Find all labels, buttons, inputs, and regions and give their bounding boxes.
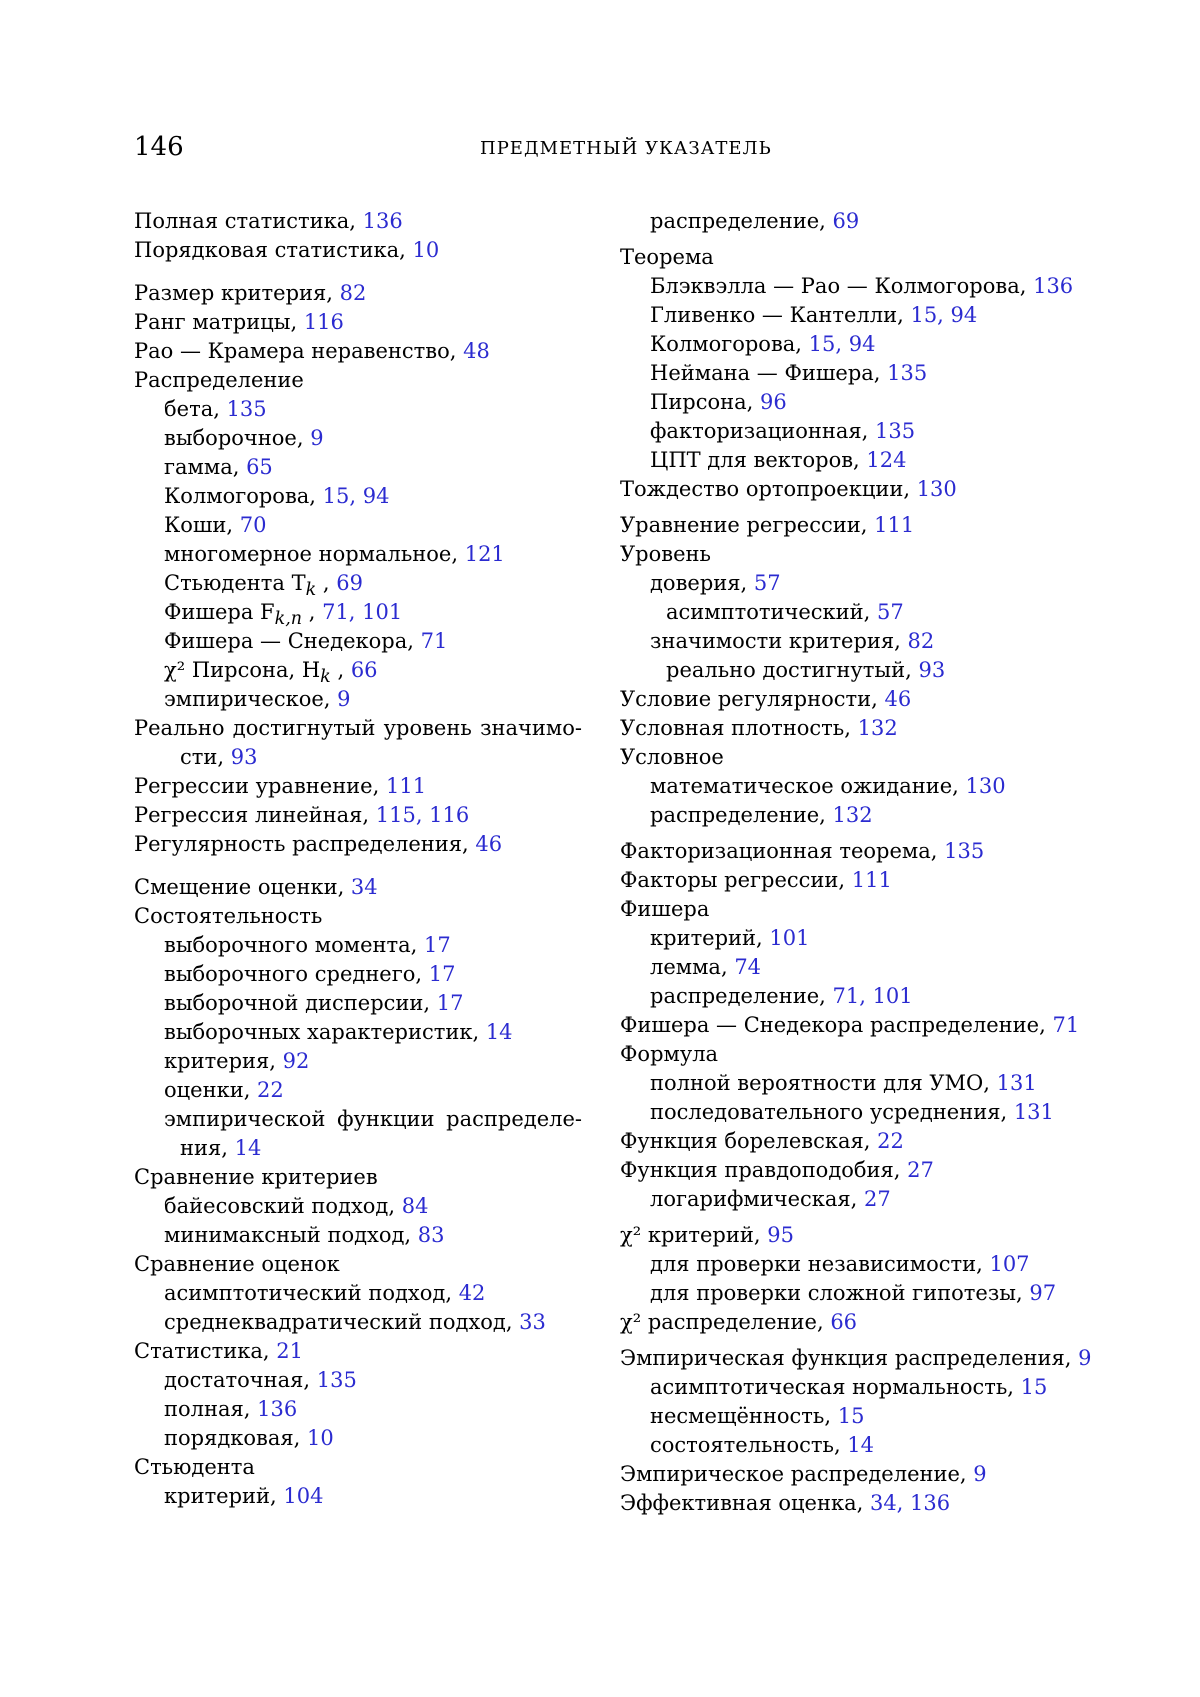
index-term-suffix: , xyxy=(316,571,337,595)
running-head: ПРЕДМЕТНЫЙ УКАЗАТЕЛЬ xyxy=(480,138,772,159)
index-term: оценки, xyxy=(164,1078,258,1102)
index-entry xyxy=(164,395,267,424)
index-term: полной вероятности для УМО, xyxy=(650,1071,997,1095)
index-entry xyxy=(134,801,469,830)
index-entry xyxy=(164,1076,284,1105)
index-entry xyxy=(620,1127,904,1156)
index-term: байесовский подход, xyxy=(164,1194,402,1218)
page-reference-link[interactable]: 71 xyxy=(420,629,448,653)
index-entry xyxy=(620,1011,1079,1040)
page-reference-link[interactable]: 15 xyxy=(837,1404,865,1428)
index-term: Формула xyxy=(620,1042,719,1066)
page-reference-link[interactable]: 57 xyxy=(753,571,781,595)
index-term: Статистика, xyxy=(134,1339,277,1363)
index-entry xyxy=(164,511,267,540)
page-reference-link[interactable]: 48 xyxy=(463,339,490,363)
page-reference-link[interactable]: 135 xyxy=(316,1368,357,1392)
page-reference-link[interactable]: 69 xyxy=(336,571,363,595)
page-reference-link[interactable]: 66 xyxy=(830,1310,858,1334)
index-term: Колмогорова, xyxy=(164,484,323,508)
page-reference-link[interactable]: 135 xyxy=(226,397,267,421)
index-term: выборочного момента, xyxy=(164,933,424,957)
index-entry xyxy=(666,656,945,685)
page-reference-link[interactable]: 57 xyxy=(877,600,904,624)
index-entry xyxy=(164,1482,324,1511)
index-entry xyxy=(620,866,892,895)
page-reference-link[interactable]: 34, 136 xyxy=(869,1491,951,1515)
index-term: Блэквэлла — Рао — Колмогорова, xyxy=(650,274,1034,298)
index-term: лемма, xyxy=(650,955,735,979)
index-entry xyxy=(650,1279,1056,1308)
page-reference-link[interactable]: 124 xyxy=(866,448,907,472)
page-reference-link[interactable]: 130 xyxy=(965,774,1006,798)
index-entry xyxy=(164,1221,445,1250)
index-entry xyxy=(650,953,761,982)
page-reference-link[interactable]: 111 xyxy=(385,774,427,798)
index-entry xyxy=(620,475,957,504)
index-entry xyxy=(134,714,582,743)
page-reference-link[interactable]: 111 xyxy=(851,868,892,892)
index-entry xyxy=(180,743,257,772)
index-term: ния, xyxy=(180,1136,235,1160)
index-term: асимптотическая нормальность, xyxy=(650,1375,1021,1399)
index-entry xyxy=(620,895,709,924)
index-term: Функция правдоподобия, xyxy=(620,1158,908,1182)
page-reference-link[interactable]: 132 xyxy=(857,716,898,740)
page-reference-link[interactable]: 93 xyxy=(918,658,946,682)
page-reference-link[interactable]: 104 xyxy=(283,1484,324,1508)
index-term: Условная плотность, xyxy=(620,716,858,740)
index-term: Коши, xyxy=(164,513,240,537)
index-term: Уравнение регрессии, xyxy=(620,513,875,537)
page-reference-link[interactable]: 17 xyxy=(423,933,451,957)
index-entry xyxy=(620,1460,987,1489)
index-term: Гливенко — Кантелли, xyxy=(650,303,911,327)
index-term: Неймана — Фишера, xyxy=(650,361,888,385)
index-entry xyxy=(620,540,711,569)
index-term: Пирсона, xyxy=(650,390,761,414)
page-reference-link[interactable]: 17 xyxy=(428,962,456,986)
index-term: Полная статистика, xyxy=(134,209,363,233)
index-entry xyxy=(134,279,366,308)
index-term: Тождество ортопроекции, xyxy=(620,477,917,501)
index-entry xyxy=(164,1424,334,1453)
index-term: Состоятельность xyxy=(134,904,323,928)
index-entry xyxy=(650,627,934,656)
page-reference-link[interactable]: 69 xyxy=(832,209,860,233)
page-reference-link[interactable]: 130 xyxy=(916,477,957,501)
index-entry xyxy=(134,366,304,395)
index-term: Фишера F xyxy=(164,600,275,624)
index-entry xyxy=(650,982,913,1011)
index-term: критерий, xyxy=(650,926,770,950)
index-term: выборочной дисперсии, xyxy=(164,991,437,1015)
index-entry xyxy=(164,627,447,656)
index-term: для проверки независимости, xyxy=(650,1252,990,1276)
index-term: Регрессия линейная, xyxy=(134,803,376,827)
index-term: распределение, xyxy=(650,984,833,1008)
index-term: минимаксный подход, xyxy=(164,1223,418,1247)
index-term: Эмпирическая функция распределения, xyxy=(620,1346,1079,1370)
page-reference-link[interactable]: 17 xyxy=(436,991,464,1015)
page-reference-link[interactable]: 70 xyxy=(239,513,267,537)
index-entry xyxy=(620,685,911,714)
index-term: несмещённость, xyxy=(650,1404,838,1428)
index-entry xyxy=(164,1105,582,1134)
page-reference-link[interactable]: 9 xyxy=(310,426,324,450)
page-reference-link[interactable]: 42 xyxy=(458,1281,486,1305)
page-reference-link[interactable]: 9 xyxy=(1078,1346,1092,1370)
page-reference-link[interactable]: 82 xyxy=(339,281,367,305)
index-term-subscript: k xyxy=(305,580,317,601)
index-term: Уровень xyxy=(620,542,711,566)
index-entry xyxy=(164,424,324,453)
page-reference-link[interactable]: 96 xyxy=(760,390,787,414)
page-reference-link[interactable]: 121 xyxy=(464,542,505,566)
index-term: асимптотический, xyxy=(666,600,878,624)
index-term: Факторизационная теорема, xyxy=(620,839,945,863)
page-reference-link[interactable]: 10 xyxy=(306,1426,334,1450)
index-term: реально достигнутый, xyxy=(666,658,919,682)
index-entry xyxy=(650,388,787,417)
index-term: доверия, xyxy=(650,571,754,595)
page-reference-link[interactable]: 27 xyxy=(907,1158,934,1182)
index-term: для проверки сложной гипотезы, xyxy=(650,1281,1030,1305)
index-term-suffix: , xyxy=(302,600,323,624)
page-reference-link[interactable]: 95 xyxy=(767,1223,794,1247)
page-reference-link[interactable]: 136 xyxy=(257,1397,298,1421)
index-term: выборочного среднего, xyxy=(164,962,429,986)
page-reference-link[interactable]: 15, 94 xyxy=(808,332,876,356)
index-entry xyxy=(650,359,927,388)
index-term: эмпирическое, xyxy=(164,687,338,711)
index-term: Факторы регрессии, xyxy=(620,868,852,892)
index-entry xyxy=(134,902,322,931)
index-term-subscript: k,n xyxy=(274,609,303,630)
index-term: ЦПТ для векторов, xyxy=(650,448,867,472)
index-term: χ² Пирсона, H xyxy=(164,658,321,682)
index-term: Колмогорова, xyxy=(650,332,809,356)
index-entry xyxy=(620,1040,718,1069)
page-reference-link[interactable]: 135 xyxy=(944,839,985,863)
index-term-subscript: k xyxy=(320,667,331,688)
index-entry xyxy=(134,1163,378,1192)
index-entry xyxy=(650,417,915,446)
index-term: порядковая, xyxy=(164,1426,307,1450)
index-term: Эффективная оценка, xyxy=(620,1491,870,1515)
index-term: Регулярность распределения, xyxy=(134,832,476,856)
index-term: выборочное, xyxy=(164,426,311,450)
page-reference-link[interactable]: 71, 101 xyxy=(832,984,913,1008)
index-entry xyxy=(134,1250,340,1279)
index-entry xyxy=(650,1185,891,1214)
index-entry xyxy=(650,330,875,359)
index-entry xyxy=(134,873,378,902)
index-term: выборочных характеристик, xyxy=(164,1020,486,1044)
page-reference-link[interactable]: 33 xyxy=(519,1310,546,1334)
index-term: математическое ожидание, xyxy=(650,774,966,798)
index-term: полная, xyxy=(164,1397,258,1421)
index-term-suffix: , xyxy=(330,658,351,682)
index-term: гамма, xyxy=(164,455,247,479)
index-entry xyxy=(134,207,403,236)
index-term: χ² критерий, xyxy=(620,1223,768,1247)
index-term: Фишера xyxy=(620,897,710,921)
page-reference-link[interactable]: 14 xyxy=(847,1433,875,1457)
index-entry xyxy=(164,989,464,1018)
page-reference-link[interactable]: 107 xyxy=(989,1252,1030,1276)
index-entry xyxy=(650,801,873,830)
page-reference-link[interactable]: 15, 94 xyxy=(322,484,390,508)
index-entry xyxy=(134,830,502,859)
index-term: значимости критерия, xyxy=(650,629,908,653)
index-entry xyxy=(164,1308,546,1337)
index-entry xyxy=(164,931,451,960)
index-term: Условное xyxy=(620,745,724,769)
index-term: Функция борелевская, xyxy=(620,1129,878,1153)
index-term: логарифмическая, xyxy=(650,1187,865,1211)
page-reference-link[interactable]: 135 xyxy=(875,419,916,443)
page-reference-link[interactable]: 136 xyxy=(362,209,403,233)
page-reference-link[interactable]: 46 xyxy=(475,832,503,856)
index-entry xyxy=(164,482,389,511)
page-reference-link[interactable]: 92 xyxy=(282,1049,310,1073)
index-term: Стьюдента T xyxy=(164,571,306,595)
index-term: критерия, xyxy=(164,1049,283,1073)
index-term: состоятельность, xyxy=(650,1433,848,1457)
index-entry xyxy=(134,772,426,801)
index-term: χ² распределение, xyxy=(620,1310,831,1334)
index-term: Теорема xyxy=(620,245,714,269)
page-reference-link[interactable]: 71 xyxy=(1052,1013,1080,1037)
index-term: факторизационная, xyxy=(650,419,876,443)
page-reference-link[interactable]: 14 xyxy=(485,1020,513,1044)
index-entry xyxy=(134,1453,255,1482)
index-entry xyxy=(650,924,810,953)
page-reference-link[interactable]: 22 xyxy=(257,1078,284,1102)
page-reference-link[interactable]: 115, 116 xyxy=(375,803,470,827)
index-term: Фишера — Снедекора, xyxy=(164,629,421,653)
index-entry xyxy=(650,446,907,475)
page-reference-link[interactable]: 131 xyxy=(1013,1100,1054,1124)
index-term: асимптотический подход, xyxy=(164,1281,459,1305)
index-term: распределение, xyxy=(650,803,833,827)
page-reference-link[interactable]: 9 xyxy=(337,687,351,711)
index-entry xyxy=(164,1366,357,1395)
page-reference-link[interactable]: 65 xyxy=(246,455,273,479)
index-entry xyxy=(620,837,984,866)
index-entry xyxy=(620,1344,1092,1373)
index-entry xyxy=(164,1047,309,1076)
index-entry xyxy=(620,1308,857,1337)
index-entry xyxy=(650,1373,1047,1402)
index-entry xyxy=(666,598,904,627)
index-term: среднеквадратический подход, xyxy=(164,1310,520,1334)
page-reference-link[interactable]: 27 xyxy=(864,1187,891,1211)
index-term: Смещение оценки, xyxy=(134,875,351,899)
page-reference-link[interactable]: 71, 101 xyxy=(322,600,403,624)
index-term: Стьюдента xyxy=(134,1455,255,1479)
index-entry xyxy=(164,960,455,989)
index-entry xyxy=(134,1337,303,1366)
index-entry xyxy=(650,272,1073,301)
index-term: Реально достигнутый уровень значимо- xyxy=(134,716,582,740)
page-number: 146 xyxy=(134,132,184,162)
index-term: Сравнение критериев xyxy=(134,1165,378,1189)
index-term: распределение, xyxy=(650,209,833,233)
index-entry xyxy=(650,1402,864,1431)
index-entry xyxy=(134,236,439,265)
index-term: эмпирической функции распределе- xyxy=(164,1107,582,1131)
page-reference-link[interactable]: 15 xyxy=(1020,1375,1048,1399)
index-term: Размер критерия, xyxy=(134,281,340,305)
page-reference-link[interactable]: 83 xyxy=(417,1223,445,1247)
index-term: сти, xyxy=(180,745,231,769)
index-entry xyxy=(180,1134,261,1163)
page-reference-link[interactable]: 21 xyxy=(276,1339,303,1363)
index-term: критерий, xyxy=(164,1484,284,1508)
index-entry xyxy=(164,453,273,482)
index-entry xyxy=(620,743,724,772)
page-reference-link[interactable]: 10 xyxy=(412,238,440,262)
index-entry xyxy=(620,1156,934,1185)
index-entry xyxy=(164,540,505,569)
page-reference-link[interactable]: 74 xyxy=(734,955,762,979)
index-entry xyxy=(650,1431,874,1460)
index-entry xyxy=(620,1489,950,1518)
page-reference-link[interactable]: 9 xyxy=(973,1462,987,1486)
index-entry xyxy=(650,207,859,236)
index-entry xyxy=(620,243,714,272)
index-term: последовательного усреднения, xyxy=(650,1100,1014,1124)
page-reference-link[interactable]: 111 xyxy=(874,513,915,537)
index-term: Распределение xyxy=(134,368,304,392)
index-entry xyxy=(134,337,490,366)
page-reference-link[interactable]: 101 xyxy=(769,926,810,950)
index-entry xyxy=(620,1221,794,1250)
index-entry xyxy=(620,511,914,540)
index-entry xyxy=(650,772,1006,801)
page-reference-link[interactable]: 34 xyxy=(350,875,378,899)
index-entry xyxy=(650,569,781,598)
page-reference-link[interactable]: 82 xyxy=(907,629,935,653)
index-term: Рао — Крамера неравенство, xyxy=(134,339,464,363)
index-term: Фишера — Снедекора распределение, xyxy=(620,1013,1053,1037)
page-reference-link[interactable]: 22 xyxy=(877,1129,904,1153)
index-term: Регрессии уравнение, xyxy=(134,774,386,798)
index-term: достаточная, xyxy=(164,1368,317,1392)
index-term: Условие регулярности, xyxy=(620,687,885,711)
index-term: бета, xyxy=(164,397,227,421)
page-reference-link[interactable]: 132 xyxy=(832,803,873,827)
page-reference-link[interactable]: 136 xyxy=(1033,274,1074,298)
page-reference-link[interactable]: 46 xyxy=(884,687,912,711)
page-reference-link[interactable]: 66 xyxy=(350,658,378,682)
page-reference-link[interactable]: 15, 94 xyxy=(910,303,978,327)
page-reference-link[interactable]: 97 xyxy=(1029,1281,1057,1305)
index-term: Порядковая статистика, xyxy=(134,238,413,262)
index-term: Сравнение оценок xyxy=(134,1252,340,1276)
index-entry xyxy=(164,685,351,714)
index-entry xyxy=(164,1395,297,1424)
index-term: Ранг матрицы, xyxy=(134,310,304,334)
page-reference-link[interactable]: 135 xyxy=(887,361,928,385)
index-entry xyxy=(650,1069,1037,1098)
index-entry xyxy=(650,1250,1030,1279)
page-reference-link[interactable]: 131 xyxy=(996,1071,1037,1095)
index-entry xyxy=(164,1192,428,1221)
page-reference-link[interactable]: 84 xyxy=(401,1194,429,1218)
index-entry xyxy=(164,1018,513,1047)
index-term: многомерное нормальное, xyxy=(164,542,465,566)
page-reference-link[interactable]: 116 xyxy=(303,310,344,334)
index-entry xyxy=(650,1098,1054,1127)
index-term: Эмпирическое распределение, xyxy=(620,1462,974,1486)
page-reference-link[interactable]: 93 xyxy=(230,745,258,769)
index-entry xyxy=(134,308,344,337)
index-entry xyxy=(620,714,898,743)
index-entry xyxy=(164,1279,485,1308)
page-reference-link[interactable]: 14 xyxy=(234,1136,262,1160)
index-entry xyxy=(650,301,977,330)
